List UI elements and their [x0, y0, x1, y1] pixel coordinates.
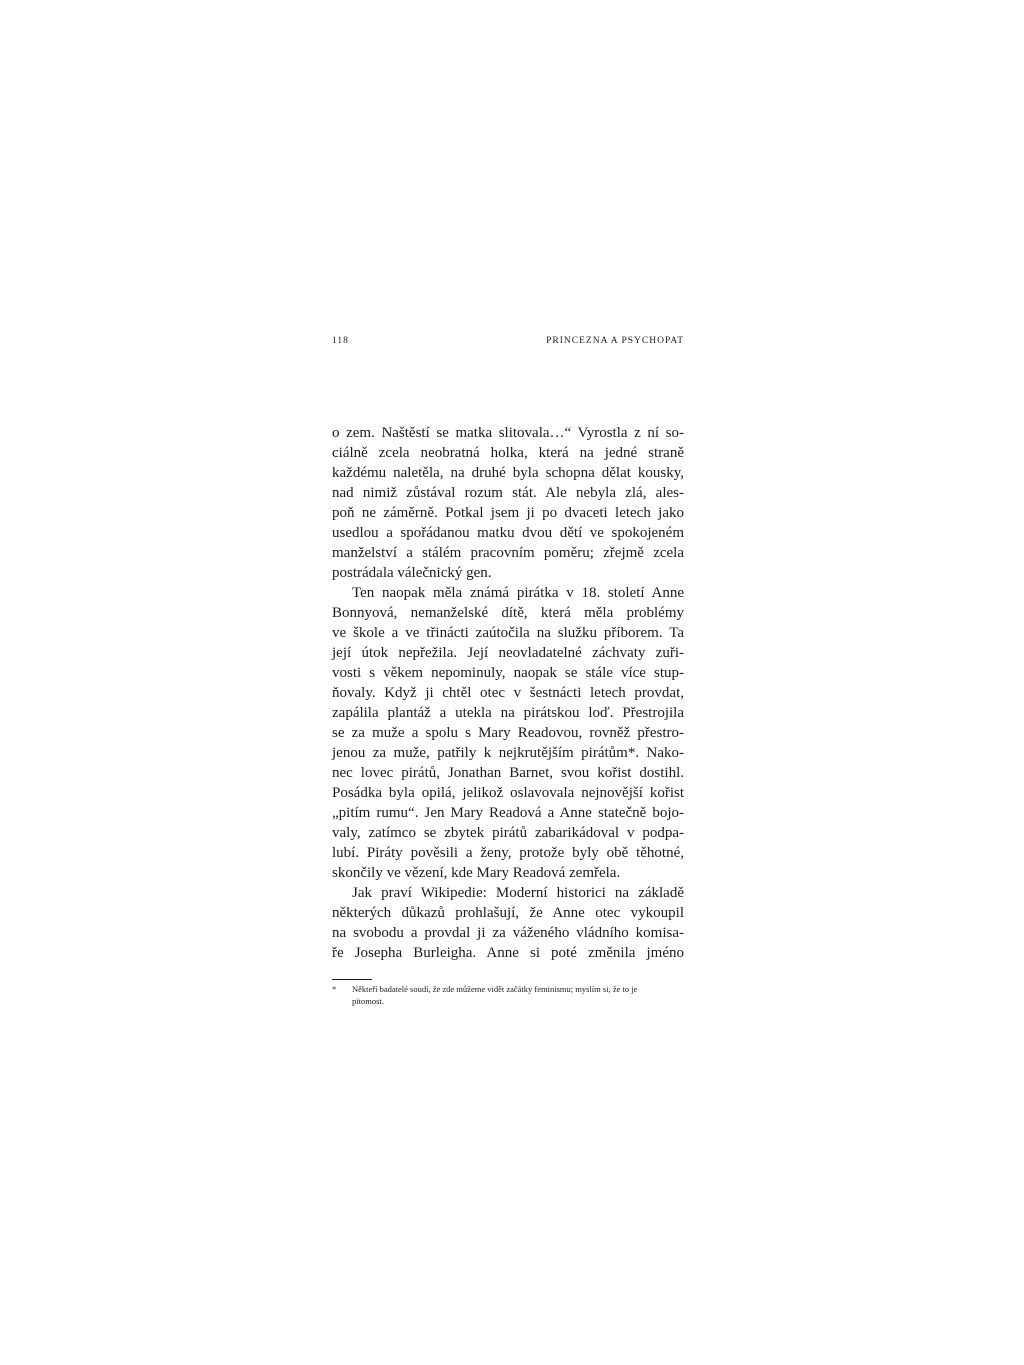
- text-line: postrádala válečnický gen.: [332, 565, 492, 581]
- text-line: Posádka byla opilá, jelikož oslavovala nejnovější kořist: [332, 785, 684, 801]
- text-line: „pitím rumu“. Jen Mary Readová a Anne statečně bojo-: [332, 805, 684, 821]
- text-line: lubí. Piráty pověsili a ženy, protože byly obě těhotné,: [332, 845, 684, 861]
- footnote-divider: [332, 979, 372, 980]
- text-line: každému naletěla, na druhé byla schopna dělat kousky,: [332, 465, 684, 481]
- text-line: ňovaly. Když ji chtěl otec v šestnácti letech provdat,: [332, 685, 684, 701]
- text-line: Jak praví Wikipedie: Moderní historici na základě: [352, 885, 684, 901]
- text-line: manželství a stálém pracovním poměru; zřejmě zcela: [332, 545, 684, 561]
- text-line: Ten naopak měla známá pirátka v 18. století Anne: [352, 585, 684, 601]
- footnote-line: Někteří badatelé soudí, že zde můžeme vidět začátky feminismu; myslím si, že to je: [352, 984, 638, 994]
- text-line: vosti s věkem nepominuly, naopak se stále více stup-: [332, 665, 684, 681]
- text-line: ciálně zcela neobratná holka, která na jedné straně: [332, 445, 684, 461]
- text-line: usedlou a spořádanou matku dvou dětí ve spokojeném: [332, 525, 684, 541]
- text-line: nec lovec pirátů, Jonathan Barnet, svou kořist dostihl.: [332, 765, 684, 781]
- page-number: 118: [332, 336, 349, 346]
- text-line: na svobodu a provdal ji za váženého vládního komisa-: [332, 925, 684, 941]
- text-line: valy, zatímco se zbytek pirátů zabarikádoval v podpa-: [332, 825, 684, 841]
- footnote: [332, 983, 684, 1007]
- text-line: poň ne záměrně. Potkal jsem ji po dvaceti letech jako: [332, 505, 684, 521]
- text-line: Bonnyová, nemanželské dítě, která měla problémy: [332, 605, 684, 621]
- text-line: zapálila plantáž a utekla na pirátskou loď. Přestrojila: [332, 705, 684, 721]
- text-line: její útok nepřežila. Její neovladatelné záchvaty zuři-: [332, 645, 684, 661]
- footnote-marker: *: [332, 984, 337, 994]
- text-line: jenou za muže, patřily k nejkrutějším pirátům*. Nako-: [332, 745, 684, 761]
- text-line: se za muže a spolu s Mary Readovou, rovněž přestro-: [332, 725, 684, 741]
- body-text: [332, 423, 684, 963]
- text-line: nad nimiž zůstával rozum stát. Ale nebyla zlá, ales-: [332, 485, 684, 501]
- text-line: ře Josepha Burleigha. Anne si poté změnila jméno: [332, 945, 684, 961]
- text-line: ve škole a ve třinácti zaútočila na služku příborem. Ta: [332, 625, 684, 641]
- running-title: PRINCEZNA A PSYCHOPAT: [546, 336, 684, 346]
- text-line: skončily ve vězení, kde Mary Readová zemřela.: [332, 865, 621, 881]
- text-line: o zem. Naštěstí se matka slitovala…“ Vyrostla z ní so-: [332, 425, 684, 441]
- running-head: [332, 336, 684, 346]
- footnote-line: pitomost.: [352, 996, 384, 1006]
- text-line: některých důkazů prohlašují, že Anne otec vykoupil: [332, 905, 684, 921]
